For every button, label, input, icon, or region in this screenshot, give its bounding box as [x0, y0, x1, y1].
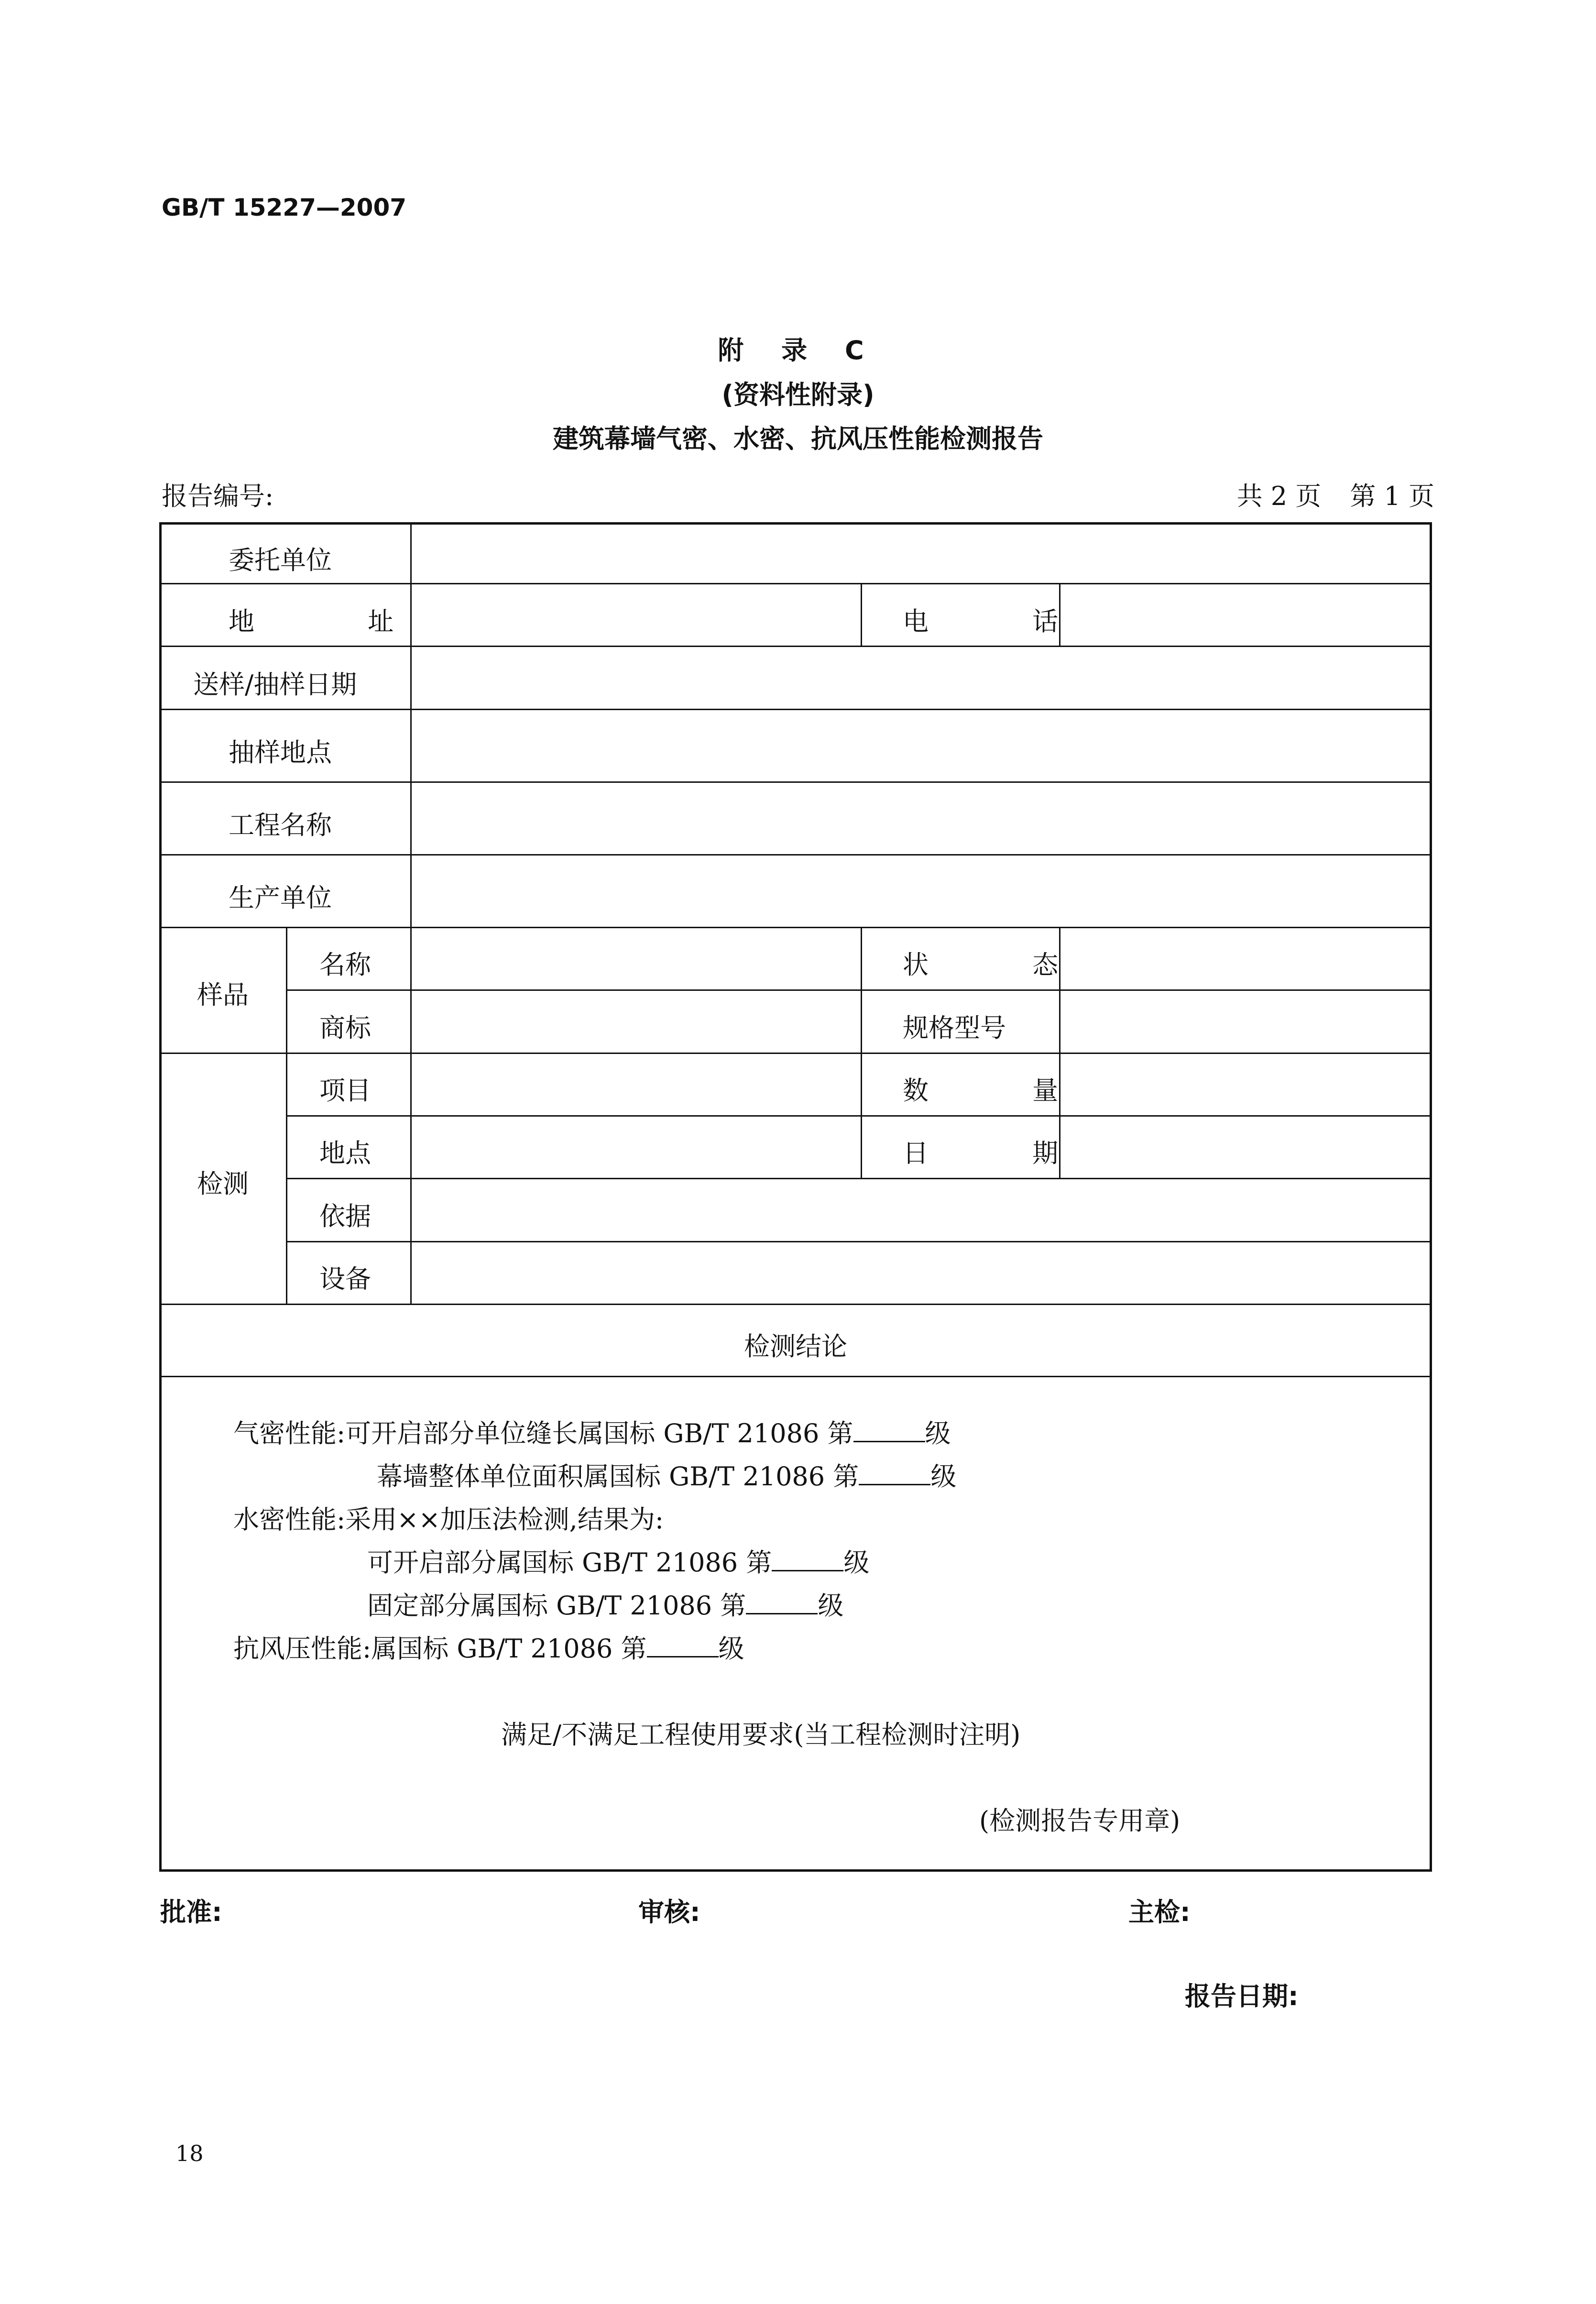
air-tightness-openable-text: 可开启部分单位缝长属国标 GB/T 21086 第	[345, 1418, 853, 1448]
review-label: 审核:	[638, 1897, 700, 1927]
conclusion-header: 检测结论	[744, 1331, 847, 1361]
test-group-label: 检测	[197, 1169, 249, 1199]
page-number: 18	[175, 2140, 204, 2166]
test-date-label: 日 期	[903, 1138, 1106, 1168]
wind-pressure-text: 抗风压性能:属国标 GB/T 21086 第	[233, 1634, 647, 1664]
test-location-label: 地点	[319, 1138, 371, 1168]
inspector-label: 主检:	[1128, 1897, 1191, 1927]
column-divider	[861, 927, 862, 1178]
page-info	[1237, 476, 1434, 513]
row-divider	[162, 646, 1430, 647]
report-stamp-note: (检测报告专用章)	[979, 1806, 1181, 1836]
air-tightness-whole-text: 幕墙整体单位面积属国标 GB/T 21086 第	[377, 1461, 859, 1492]
report-form	[159, 522, 1432, 1872]
water-tightness-line-1: 水密性能:采用××加压法检测,结果为:	[233, 1504, 664, 1535]
sample-location-label: 抽样地点	[229, 737, 332, 768]
grade-suffix: 级	[930, 1461, 957, 1492]
test-basis-label: 依据	[319, 1201, 371, 1231]
sample-group-label: 样品	[197, 980, 249, 1010]
column-divider	[410, 525, 412, 1304]
column-divider	[286, 927, 287, 1304]
grade-blank	[859, 1479, 930, 1485]
sample-date-label: 送样/抽样日期	[193, 669, 357, 700]
water-fixed-text: 固定部分属国标 GB/T 21086 第	[367, 1591, 746, 1621]
row-divider	[162, 781, 1430, 783]
grade-suffix: 级	[818, 1591, 844, 1621]
report-title: 建筑幕墙气密、水密、抗风压性能检测报告	[553, 424, 1043, 454]
sample-spec-label: 规格型号	[903, 1013, 1006, 1043]
appendix-subtitle: (资料性附录)	[721, 380, 875, 410]
test-item-label: 项目	[319, 1075, 371, 1106]
air-tightness-label: 气密性能:	[233, 1418, 346, 1448]
grade-blank	[647, 1651, 719, 1657]
total-pages: 共 2 页	[1236, 481, 1322, 511]
current-page: 第 1 页	[1350, 481, 1434, 511]
sample-name-label: 名称	[319, 950, 371, 980]
test-equipment-label: 设备	[319, 1264, 371, 1294]
water-tightness-line-2	[367, 1542, 869, 1579]
water-tightness-line-3	[367, 1585, 843, 1622]
manufacturer-label: 生产单位	[229, 883, 332, 913]
report-date-label: 报告日期:	[1185, 1981, 1299, 2011]
row-divider	[162, 583, 1430, 584]
row-divider	[162, 927, 1430, 928]
grade-blank	[746, 1608, 818, 1614]
project-name-label: 工程名称	[229, 810, 332, 840]
approve-label: 批准:	[160, 1897, 222, 1927]
phone-label: 电 话	[903, 606, 1106, 636]
sample-trademark-label: 商标	[319, 1013, 371, 1043]
row-divider	[162, 1376, 1430, 1377]
appendix-title: 附 录 C	[718, 335, 878, 365]
row-divider	[286, 1178, 1430, 1179]
standard-code: GB/T 15227—2007	[162, 194, 407, 221]
row-divider	[162, 709, 1430, 710]
row-divider	[286, 989, 1430, 991]
grade-suffix: 级	[718, 1634, 744, 1664]
sample-state-label: 状 态	[903, 950, 1106, 980]
grade-blank	[772, 1565, 843, 1571]
wind-pressure-line	[233, 1628, 744, 1665]
row-divider	[286, 1241, 1430, 1242]
row-divider	[162, 1053, 1430, 1054]
grade-suffix: 级	[925, 1418, 951, 1448]
row-divider	[286, 1115, 1430, 1117]
row-divider	[162, 1304, 1430, 1305]
requirement-note: 满足/不满足工程使用要求(当工程检测时注明)	[501, 1720, 1021, 1750]
client-label: 委托单位	[229, 545, 332, 575]
grade-suffix: 级	[843, 1547, 870, 1578]
row-divider	[162, 854, 1430, 856]
water-openable-text: 可开启部分属国标 GB/T 21086 第	[367, 1547, 772, 1578]
column-divider	[861, 583, 862, 646]
air-tightness-line-1	[233, 1413, 951, 1450]
report-number-label: 报告编号:	[162, 481, 274, 511]
air-tightness-line-2	[377, 1456, 956, 1493]
test-quantity-label: 数 量	[903, 1075, 1106, 1106]
grade-blank	[853, 1436, 925, 1442]
address-label: 地 址	[229, 606, 447, 636]
